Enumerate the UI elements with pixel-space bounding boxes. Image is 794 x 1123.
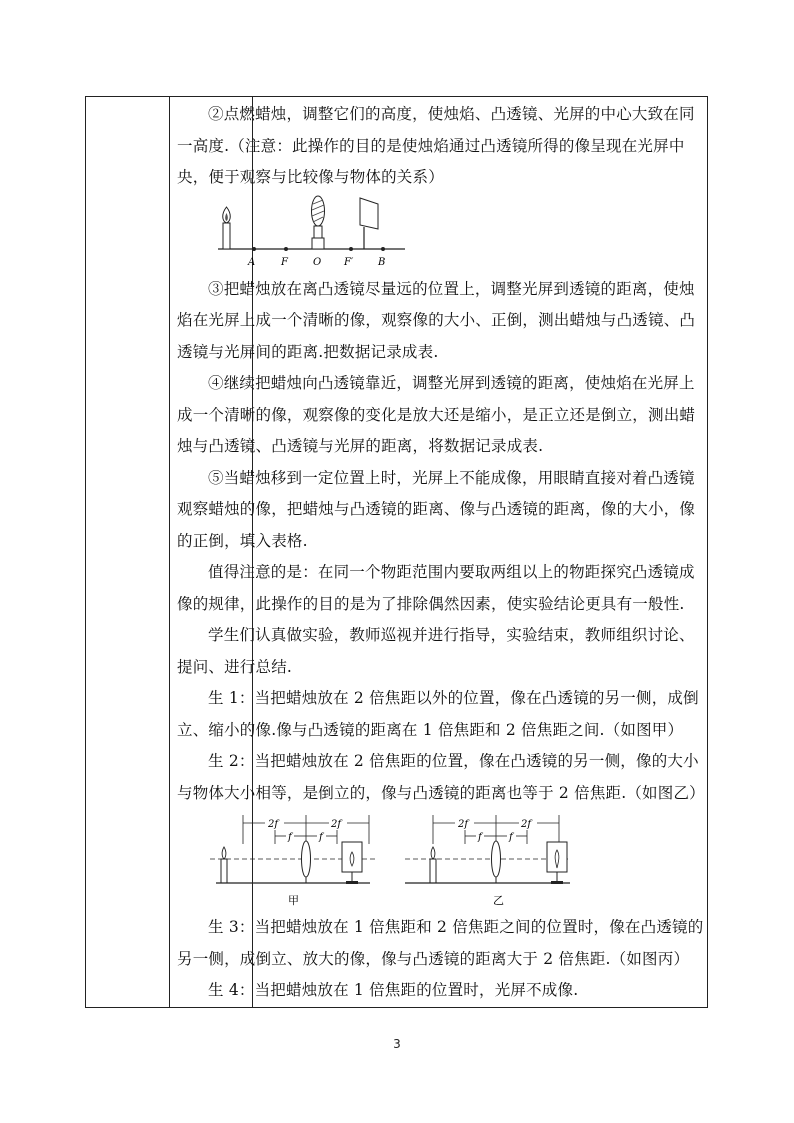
step-4-paragraph: ④继续把蜡烛向凸透镜靠近，调整光屏到透镜的距离，使烛焰在光屏上成一个清晰的像，观察像的变化是放大还是缩小，是正立还是倒立，测出蜡烛与凸透镜、凸透镜与光屏的距离，将数据记录成表.	[177, 374, 696, 455]
dim-f-right-2: f	[509, 832, 513, 843]
step-5-paragraph: ⑤当蜡烛移到一定位置上时，光屏上不能成像，用眼睛直接对着凸透镜观察蜡烛的像，把蜡烛与凸透镜的距离、像与凸透镜的距离，像的大小，像的正倒，填入表格.	[177, 468, 696, 550]
caption-jia: 甲	[288, 894, 299, 907]
label-F-prime: F′	[344, 256, 354, 268]
caption-yi: 乙	[493, 894, 504, 907]
student-4-paragraph: 生 4：当把蜡烛放在 1 倍焦距的位置时，光屏不成像.	[208, 981, 579, 999]
dim-2f-left-2: 2f	[331, 819, 342, 830]
summary-paragraph: 学生们认真做实验，教师巡视并进行指导，实验结束，教师组织讨论、提问、进行总结.	[177, 626, 695, 676]
dim-f-left-1: f	[288, 832, 292, 843]
page-number: 3	[393, 1037, 401, 1051]
step-2-paragraph: ②点燃蜡烛，调整它们的高度，使烛焰、凸透镜、光屏的中心大致在同一高度.（注意：此操作的目的是使烛焰通过凸透镜所得的像呈现在光屏中央，便于观察与比较像与物体的关系）	[177, 105, 695, 186]
dim-2f-right-1: 2f	[458, 819, 469, 830]
optical-bench-diagram	[177, 194, 705, 272]
lesson-content	[177, 96, 705, 1007]
diagram-jia	[210, 815, 375, 907]
point-F-prime	[349, 247, 353, 251]
dim-2f-right-2: 2f	[521, 819, 532, 830]
table-column-1	[86, 97, 170, 1007]
student-1-paragraph: 生 1：当把蜡烛放在 2 倍焦距以外的位置，像在凸透镜的另一侧，成倒立、缩小的像.像与凸透镜的距离在 1 倍焦距和 2 倍焦距之间.（如图甲）	[177, 689, 699, 739]
dim-f-left-2: f	[319, 832, 323, 843]
imaging-diagrams	[177, 809, 705, 912]
point-F	[284, 247, 288, 251]
light-screen-icon	[360, 198, 378, 249]
diagram-yi	[405, 815, 570, 907]
step-3-paragraph: ③把蜡烛放在离凸透镜尽量远的位置上，调整光屏到透镜的距离，使烛焰在光屏上成一个清晰的像，观察像的大小、正倒，测出蜡烛与凸透镜、凸透镜与光屏间的距离.把数据记录成表.	[177, 279, 696, 361]
dim-f-right-1: f	[478, 832, 482, 843]
convex-lens-icon	[312, 196, 325, 249]
student-2-paragraph: 生 2：当把蜡烛放在 2 倍焦距的位置，像在凸透镜的另一侧，像的大小与物体大小相等，是倒立的，像与凸透镜的距离也等于 2 倍焦距.（如图乙）	[177, 752, 705, 802]
label-F: F	[281, 256, 288, 268]
label-O: O	[313, 256, 322, 268]
student-3-paragraph: 生 3：当把蜡烛放在 1 倍焦距和 2 倍焦距之间的位置时，像在凸透镜的另一侧，成倒立、放大的像，像与凸透镜的距离大于 2 倍焦距.（如图丙）	[177, 918, 704, 968]
point-B	[381, 247, 385, 251]
candle-icon	[223, 207, 231, 249]
point-A	[252, 247, 256, 251]
dim-2f-left-1: 2f	[268, 819, 279, 830]
note-paragraph: 值得注意的是：在同一个物距范围内要取两组以上的物距探究凸透镜成像的规律，此操作的目的是为了排除偶然因素，使实验结论更具有一般性.	[177, 563, 695, 613]
label-A: A	[248, 256, 256, 268]
label-B: B	[378, 256, 386, 268]
